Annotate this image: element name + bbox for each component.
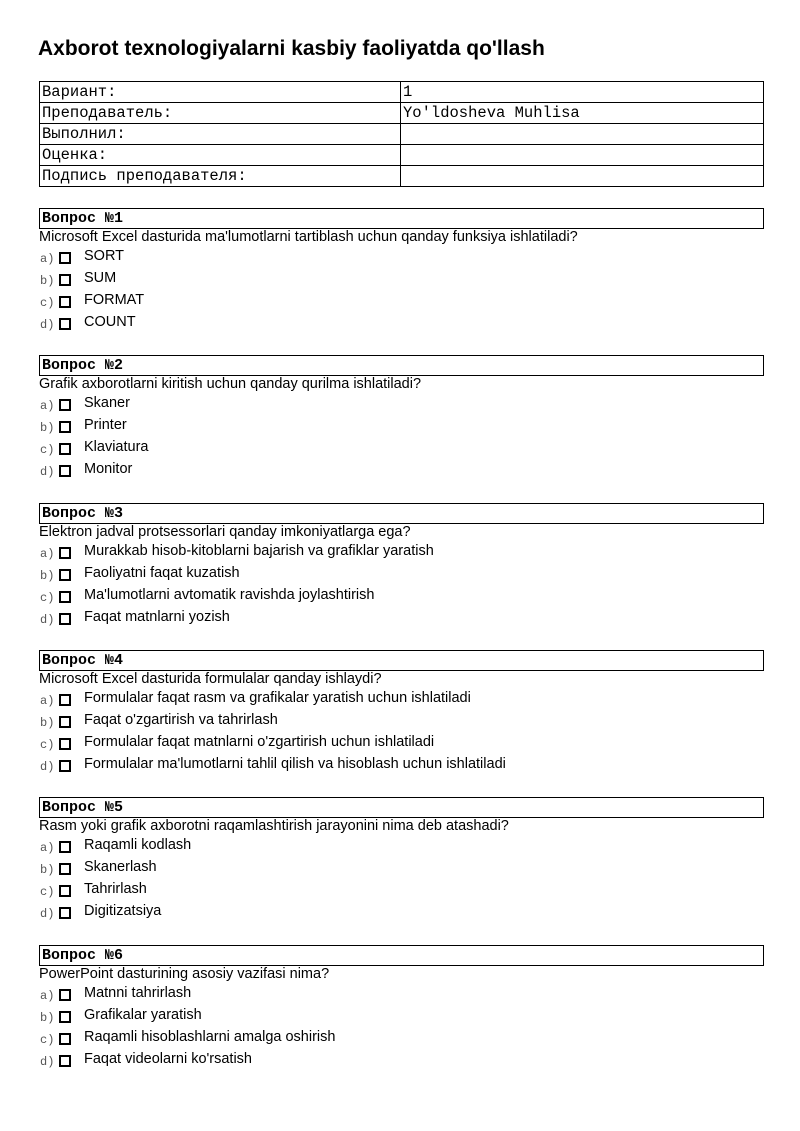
checkbox-icon[interactable] [59, 252, 71, 264]
checkbox-icon[interactable] [59, 613, 71, 625]
checkbox-icon[interactable] [59, 399, 71, 411]
option-text: COUNT [84, 314, 136, 330]
checkbox-icon[interactable] [59, 465, 71, 477]
option-text: Grafikalar yaratish [84, 1007, 202, 1023]
option-letter: b) [40, 716, 55, 730]
checkbox-icon[interactable] [59, 421, 71, 433]
question-header: Вопрос №2 [39, 355, 764, 376]
option-text: Monitor [84, 461, 133, 477]
option-text: FORMAT [84, 292, 145, 308]
checkbox-icon[interactable] [59, 443, 71, 455]
checkbox-icon[interactable] [59, 569, 71, 581]
option-text: Ma'lumotlarni avtomatik ravishda joylashtirish [84, 587, 375, 603]
question-text: Elektron jadval protsessorlari qanday imkoniyatlarga ega? [39, 524, 411, 540]
option-text: Murakkab hisob-kitoblarni bajarish va grafiklar yaratish [84, 543, 434, 559]
option-text: Raqamli kodlash [84, 837, 192, 853]
answer-option[interactable] [39, 289, 764, 311]
option-letter: b) [40, 1011, 55, 1025]
checkbox-icon[interactable] [59, 760, 71, 772]
question-5 [39, 797, 764, 922]
info-value: Yo'ldosheva Muhlisa [401, 103, 764, 124]
question-header: Вопрос №6 [39, 945, 764, 966]
question-4 [39, 650, 764, 775]
checkbox-icon[interactable] [59, 841, 71, 853]
option-letter: b) [40, 569, 55, 583]
option-letter: d) [40, 1055, 55, 1069]
checkbox-icon[interactable] [59, 1055, 71, 1067]
question-text: Microsoft Excel dasturida formulalar qanday ishlaydi? [39, 671, 382, 687]
answer-option[interactable] [39, 900, 764, 922]
option-letter: c) [40, 296, 55, 310]
answer-option[interactable] [39, 982, 764, 1004]
option-letter: a) [40, 989, 55, 1003]
checkbox-icon[interactable] [59, 738, 71, 750]
option-letter: b) [40, 863, 55, 877]
info-label: Подпись преподавателя: [40, 166, 401, 187]
answer-option[interactable] [39, 1048, 764, 1070]
option-text: Formulalar ma'lumotlarni tahlil qilish va hisoblash uchun ishlatiladi [84, 756, 506, 772]
question-text: Microsoft Excel dasturida ma'lumotlarni tartiblash uchun qanday funksiya ishlatiladi? [39, 229, 578, 245]
info-label: Оценка: [40, 145, 401, 166]
question-6 [39, 945, 764, 1070]
checkbox-icon[interactable] [59, 318, 71, 330]
info-value: 1 [401, 82, 764, 103]
option-text: Faqat videolarni ko'rsatish [84, 1051, 252, 1067]
page-title: Axborot texnologiyalarni kasbiy faoliyatda qo'llash [38, 37, 545, 60]
answer-option[interactable] [39, 245, 764, 267]
checkbox-icon[interactable] [59, 694, 71, 706]
checkbox-icon[interactable] [59, 296, 71, 308]
option-text: Faqat matnlarni yozish [84, 609, 230, 625]
info-value [401, 124, 764, 145]
answer-option[interactable] [39, 731, 764, 753]
option-letter: d) [40, 907, 55, 921]
answer-option[interactable] [39, 392, 764, 414]
question-header: Вопрос №4 [39, 650, 764, 671]
info-value [401, 166, 764, 187]
question-3 [39, 503, 764, 628]
question-header: Вопрос №5 [39, 797, 764, 818]
option-text: Digitizatsiya [84, 903, 162, 919]
option-letter: d) [40, 318, 55, 332]
info-label: Вариант: [40, 82, 401, 103]
answer-option[interactable] [39, 414, 764, 436]
option-text: Skanerlash [84, 859, 157, 875]
info-label: Выполнил: [40, 124, 401, 145]
info-row-signature [40, 166, 764, 187]
answer-option[interactable] [39, 540, 764, 562]
checkbox-icon[interactable] [59, 1033, 71, 1045]
checkbox-icon[interactable] [59, 907, 71, 919]
info-value [401, 145, 764, 166]
answer-option[interactable] [39, 458, 764, 480]
question-2 [39, 355, 764, 480]
option-letter: a) [40, 399, 55, 413]
question-1 [39, 208, 764, 333]
option-text: Klaviatura [84, 439, 149, 455]
checkbox-icon[interactable] [59, 716, 71, 728]
checkbox-icon[interactable] [59, 547, 71, 559]
answer-option[interactable] [39, 834, 764, 856]
option-letter: d) [40, 760, 55, 774]
checkbox-icon[interactable] [59, 863, 71, 875]
answer-option[interactable] [39, 584, 764, 606]
option-text: Faqat o'zgartirish va tahrirlash [84, 712, 278, 728]
option-letter: a) [40, 547, 55, 561]
info-label: Преподаватель: [40, 103, 401, 124]
option-letter: c) [40, 738, 55, 752]
answer-option[interactable] [39, 878, 764, 900]
checkbox-icon[interactable] [59, 989, 71, 1001]
answer-option[interactable] [39, 753, 764, 775]
answer-option[interactable] [39, 436, 764, 458]
option-letter: c) [40, 443, 55, 457]
option-text: SORT [84, 248, 125, 264]
info-table [39, 81, 764, 187]
answer-option[interactable] [39, 1026, 764, 1048]
question-header: Вопрос №1 [39, 208, 764, 229]
option-letter: a) [40, 252, 55, 266]
option-letter: d) [40, 613, 55, 627]
question-text: Rasm yoki grafik axborotni raqamlashtirish jarayonini nima deb atashadi? [39, 818, 509, 834]
checkbox-icon[interactable] [59, 274, 71, 286]
answer-option[interactable] [39, 687, 764, 709]
option-text: Formulalar faqat rasm va grafikalar yaratish uchun ishlatiladi [84, 690, 471, 706]
option-letter: b) [40, 421, 55, 435]
question-text: PowerPoint dasturining asosiy vazifasi nima? [39, 966, 330, 982]
question-text: Grafik axborotlarni kiritish uchun qanday qurilma ishlatiladi? [39, 376, 422, 392]
checkbox-icon[interactable] [59, 1011, 71, 1023]
option-text: Faoliyatni faqat kuzatish [84, 565, 240, 581]
checkbox-icon[interactable] [59, 885, 71, 897]
option-letter: a) [40, 841, 55, 855]
option-letter: c) [40, 885, 55, 899]
option-letter: c) [40, 591, 55, 605]
answer-option[interactable] [39, 1004, 764, 1026]
option-text: SUM [84, 270, 117, 286]
answer-option[interactable] [39, 311, 764, 333]
option-text: Skaner [84, 395, 130, 411]
checkbox-icon[interactable] [59, 591, 71, 603]
answer-option[interactable] [39, 709, 764, 731]
answer-option[interactable] [39, 267, 764, 289]
option-letter: a) [40, 694, 55, 708]
answer-option[interactable] [39, 606, 764, 628]
option-letter: b) [40, 274, 55, 288]
option-text: Printer [84, 417, 127, 433]
question-header: Вопрос №3 [39, 503, 764, 524]
info-row-grade [40, 145, 764, 166]
option-text: Tahrirlash [84, 881, 147, 897]
option-letter: c) [40, 1033, 55, 1047]
answer-option[interactable] [39, 856, 764, 878]
info-row-teacher [40, 103, 764, 124]
option-letter: d) [40, 465, 55, 479]
option-text: Raqamli hisoblashlarni amalga oshirish [84, 1029, 336, 1045]
answer-option[interactable] [39, 562, 764, 584]
option-text: Matnni tahrirlash [84, 985, 192, 1001]
info-row-variant [40, 82, 764, 103]
info-row-student [40, 124, 764, 145]
option-text: Formulalar faqat matnlarni o'zgartirish uchun ishlatiladi [84, 734, 435, 750]
